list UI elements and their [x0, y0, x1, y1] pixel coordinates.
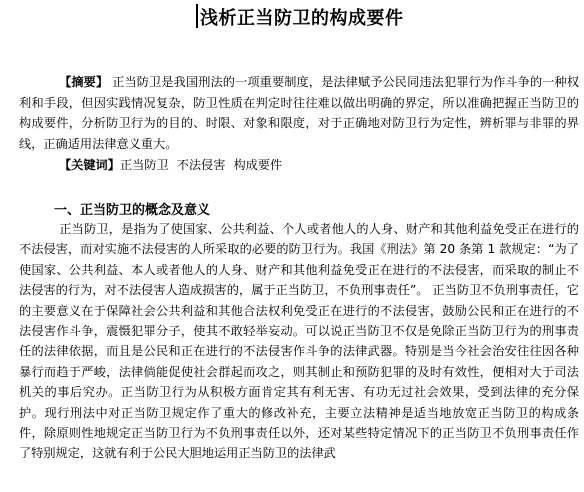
document-title: 浅析正当防卫的构成要件: [200, 8, 404, 29]
section-body-text: 正当防卫，是指为了使国家、公共利益、个人或者他人的人身、财产和其他利益免受正在进行的不法侵害，而对实施不法侵害的人所采取的必要的防卫行为。我国《刑法》第 20 条第 1 款规定：“为了使国家、公共利益、本人或者他人的人身、财产和其他利益免受正在进行的不法侵害，而采取的制止不法侵害的行为，对不法侵害人造成损害的，属于正当防卫，不负刑事责任”。 正当防卫不负刑事责任，它的主要意义在于保障社会公共利益和其他合法权利免受正在进行的不法侵害，鼓励公民和正在进行的不法侵害作斗争，震慑犯罪分子，使其不敢轻举妄动。可以说正当防卫不仅是免除正当防卫行为的刑事责任的法律依据，而且是公民和正在进行的不法侵害作斗争的法律武器。特别是当今社会治安往往因各种暴行而趋于严峻，法律倘能促使社会群起而攻之，则其制止和预防犯罪的及时有效性，便相对大于司法机关的事后究办。正当防卫行为从积极方面肯定其有利无害、有功无过社会效果，受到法律的充分保护。现行刑法中对正当防卫规定作了重大的修改补充，主要立法精神是适当地放宽正当防卫的构成条件，除原则性地规定正当防卫行为不负刑事责任以外，还对某些特定情况下的正当防卫不负刑事责任作了特别规定，这就有利于公民大胆地运用正当防卫的法律武: [19, 222, 579, 461]
text-cursor: [196, 4, 198, 28]
keywords-line: [19, 155, 579, 176]
keyword-item: 正当防卫: [119, 158, 169, 172]
section-heading: 一、正当防卫的概念及意义: [54, 203, 211, 218]
abstract-text: 正当防卫是我国刑法的一项重要制度，是法律赋予公民同违法犯罪行为作斗争的一种权利和手段，但因实践情况复杂，防卫性质在判定时往往难以做出明确的界定，所以准确把握正当防卫的构成要件，分析防卫行为的目的、时限、对象和限度，对于正确地对防卫行为定性，辨析罪与非罪的界线，正确适用法律意义重大。: [19, 75, 580, 151]
abstract-paragraph: [19, 72, 579, 154]
abstract-label: 【摘要】: [59, 75, 109, 89]
keyword-item: 不法侵害: [176, 158, 226, 172]
keywords-label: 【关键词】: [59, 158, 120, 172]
section-body-paragraph: [19, 219, 579, 464]
keyword-item: 构成要件: [233, 158, 283, 172]
